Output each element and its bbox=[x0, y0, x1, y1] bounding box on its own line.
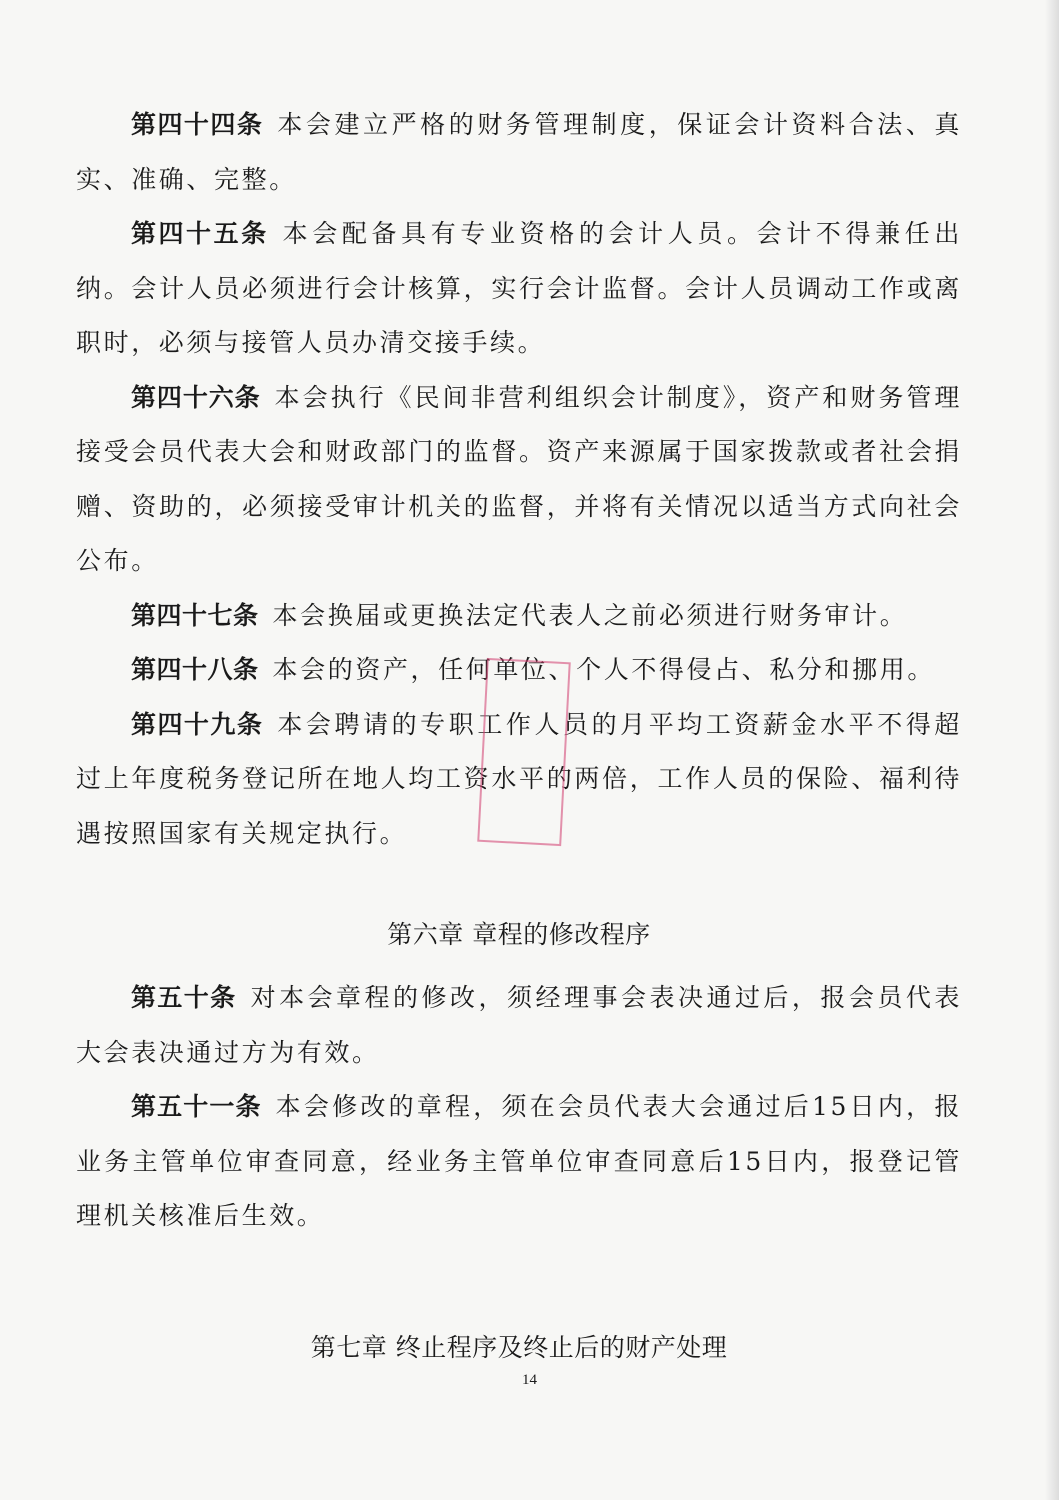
article bbox=[76, 207, 962, 371]
article-label: 第四十七条 bbox=[131, 600, 259, 630]
article-label: 第四十六条 bbox=[131, 382, 261, 412]
article-label: 第四十四条 bbox=[131, 110, 264, 139]
approval-stamp bbox=[477, 658, 571, 846]
article-text: 本会聘请的专职工作人员的月平均工资薪金水平不得超过上年度税务登记所在地人均工资水平的两倍，工作人员的保险、福利待遇按照国家有关规定执行。 bbox=[76, 709, 962, 848]
article-label: 第四十九条 bbox=[131, 709, 264, 739]
article-text: 本会建立严格的财务管理制度，保证会计资料合法、真实、准确、完整。 bbox=[76, 110, 962, 194]
article-label: 第五十条 bbox=[131, 983, 237, 1012]
article-text: 对本会章程的修改，须经理事会表决通过后，报会员代表大会表决通过方为有效。 bbox=[76, 983, 962, 1067]
article-label: 第五十一条 bbox=[131, 1092, 262, 1121]
article bbox=[76, 1080, 962, 1244]
article-text: 本会修改的章程，须在会员代表大会通过后15日内，报业务主管单位审查同意，经业务主管单位审查同意后15日内，报登记管理机关核准后生效。 bbox=[76, 1092, 962, 1230]
article bbox=[76, 589, 962, 644]
chapter-heading-7: 第七章 终止程序及终止后的财产处理 bbox=[310, 1332, 728, 1362]
article-text: 本会配备具有专业资格的会计人员。会计不得兼任出纳。会计人员必须进行会计核算，实行会计监督。会计人员调动工作或离职时，必须与接管人员办清交接手续。 bbox=[76, 219, 962, 357]
article-text: 本会的资产，任何单位、个人不得侵占、私分和挪用。 bbox=[272, 655, 935, 684]
article bbox=[76, 371, 962, 589]
chapter-heading-6: 第六章 章程的修改程序 bbox=[387, 920, 651, 949]
page-number: 14 bbox=[522, 1372, 537, 1388]
article-label: 第四十五条 bbox=[131, 219, 269, 248]
article-text: 本会执行《民间非营利组织会计制度》，资产和财务管理接受会员代表大会和财政部门的监督。资产来源属于国家拨款或者社会捐赠、资助的，必须接受审计机关的监督，并将有关情况以适当方式向社会公布。 bbox=[76, 382, 962, 575]
article-label: 第四十八条 bbox=[131, 655, 259, 684]
page-edge-shadow bbox=[1045, 0, 1059, 1500]
article-text: 本会换届或更换法定代表人之前必须进行财务审计。 bbox=[272, 600, 908, 630]
article bbox=[76, 98, 962, 207]
article bbox=[76, 971, 962, 1080]
articles-group-amendment bbox=[76, 971, 962, 1244]
